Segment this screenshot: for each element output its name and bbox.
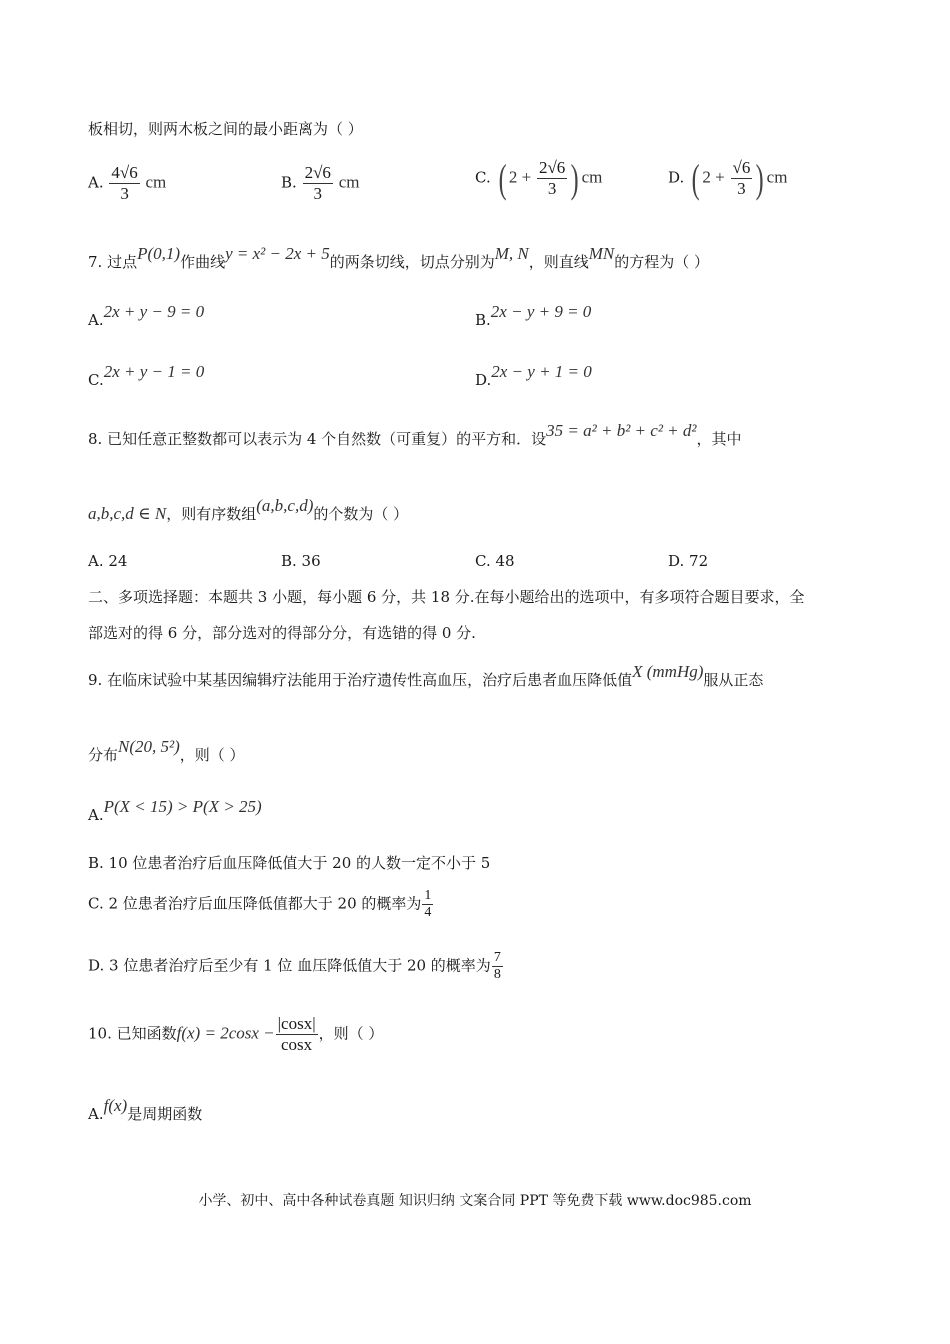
q6-option-b: B. $\frac{2√6}{3}$ cm	[281, 163, 360, 203]
q6-option-a: A. $\frac{4√6}{3}$ cm	[88, 163, 167, 203]
q8-option-d: D. 72	[668, 552, 709, 570]
q9-stem-line2: 分布N(20, 5²)，则（ ）	[88, 737, 245, 764]
option-label: A.	[88, 173, 104, 192]
q10-option-a: A.f(x)是周期函数	[88, 1096, 203, 1123]
fraction: $\frac{2√6}{3}$	[538, 158, 566, 198]
q7-option-c: C.2x + y − 1 = 0	[88, 362, 205, 389]
fraction: $\frac{|\cos x|}{\cos x}$	[277, 1014, 316, 1054]
fraction: $\frac{2√6}{3}$	[304, 163, 331, 203]
q8-option-b: B. 36	[281, 552, 321, 570]
fraction: $\frac{4√6}{3}$	[111, 163, 138, 203]
section-heading-line2: 部选对的得 6 分，部分选对的得部分分，有选错的得 0 分.	[88, 624, 476, 642]
fraction: $\frac{7}{8}$	[493, 950, 501, 982]
q9-stem-line1: 9. 在临床试验中某基因编辑疗法能用于治疗遗传性高血压，治疗后患者血压降低值X (mmHg)服从正态	[88, 662, 764, 689]
q7-stem: 7. 过点P(0,1)作曲线y = x² − 2x + 5的两条切线，切点分别为M, N，则直线MN的方程为（ ）	[88, 244, 710, 271]
q9-option-c: C. 2 位患者治疗后血压降低值都大于 20 的概率为 $\frac{1}{4}$	[88, 888, 432, 920]
q7-option-b: B.2x − y + 9 = 0	[475, 302, 592, 329]
option-label: C.	[475, 168, 491, 187]
q6-stem-tail: 板相切，则两木板之间的最小距离为（ ）	[88, 120, 363, 138]
q9-option-a: A.P(X < 15) > P(X > 25)	[88, 797, 262, 824]
q9-option-d: D. 3 位患者治疗后至少有 1 位 血压降低值大于 20 的概率为 $\frac{7}{8}$	[88, 950, 501, 982]
q7-option-a: A.2x + y − 9 = 0	[88, 302, 205, 329]
q8-stem-line1: 8. 已知任意正整数都可以表示为 4 个自然数（可重复）的平方和．设35 = a² + b² + c² + d²，其中	[88, 421, 742, 448]
page-footer: 小学、初中、高中各种试卷真题 知识归纳 文案合同 PPT 等免费下载 www.doc985.com	[198, 1193, 752, 1209]
q7-option-d: D.2x − y + 1 = 0	[475, 362, 592, 389]
section-heading-line1: 二、多项选择题：本题共 3 小题，每小题 6 分，共 18 分.在每小题给出的选项中，有多项符合题目要求，全	[88, 588, 805, 606]
option-label: B.	[281, 173, 297, 192]
fraction: $\frac{√6}{3}$	[732, 158, 751, 198]
q8-option-c: C. 48	[475, 552, 515, 570]
option-label: D.	[668, 168, 685, 187]
q10-stem: 10. 已知函数f(x) = 2cosx − $\frac{|\cos x|}{\cos x}$ ，则（ ）	[88, 1014, 384, 1054]
q9-option-b: B. 10 位患者治疗后血压降低值大于 20 的人数一定不小于 5	[88, 854, 491, 872]
q8-option-a: A. 24	[88, 552, 128, 570]
q6-option-c: C. ( 2 + $\frac{2√6}{3}$ ) cm	[475, 155, 603, 201]
q8-stem-line2: a,b,c,d ∈ N，则有序数组(a,b,c,d)的个数为（ ）	[88, 496, 409, 523]
fraction: $\frac{1}{4}$	[424, 888, 432, 920]
q6-option-d: D. ( 2 + $\frac{√6}{3}$ ) cm	[668, 155, 788, 201]
